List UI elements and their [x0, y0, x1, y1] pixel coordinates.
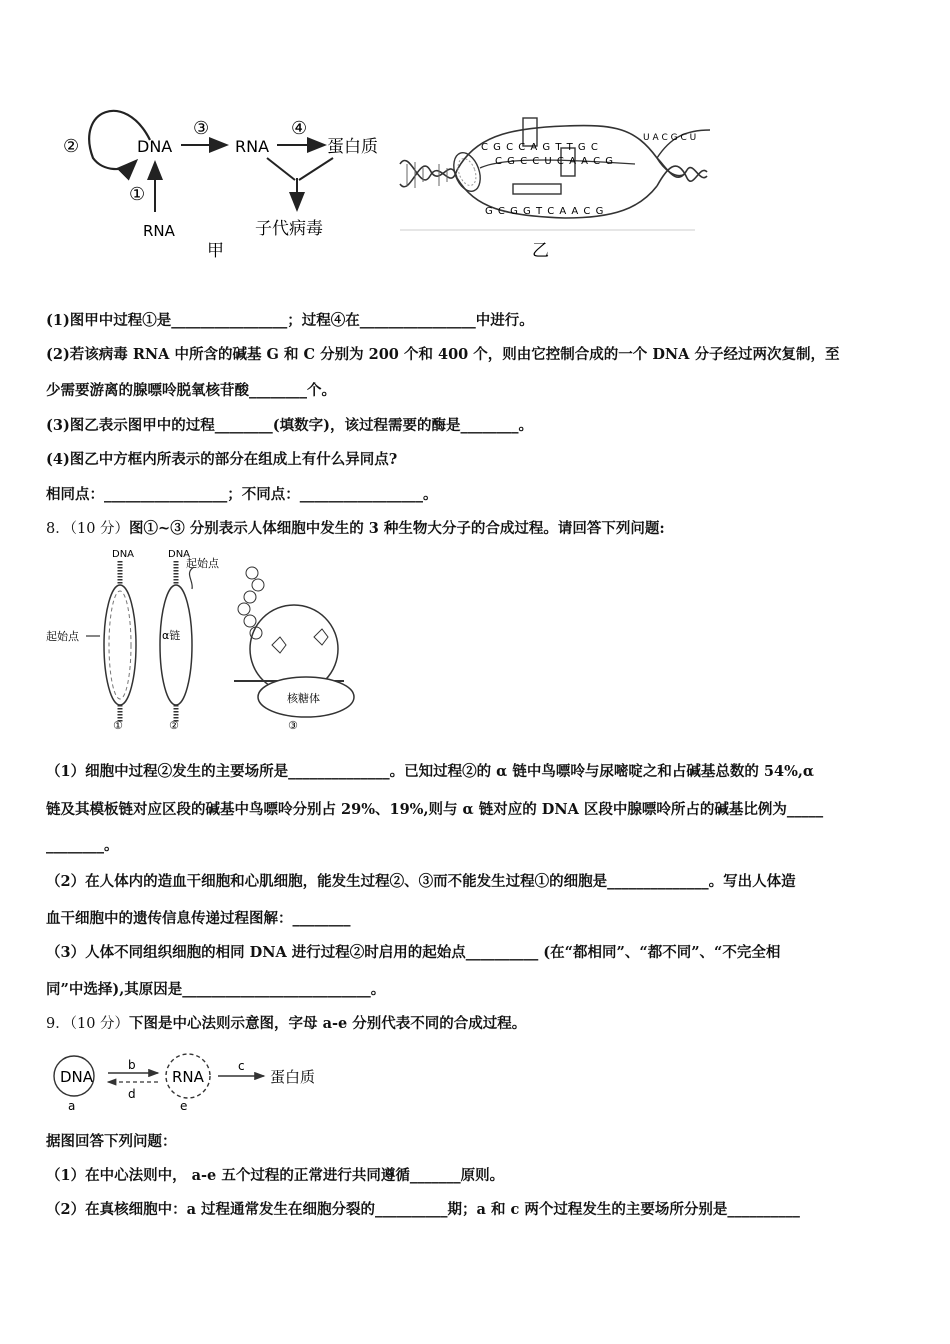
q9-dna-node: DNA	[60, 1068, 94, 1086]
q8-part1a: （1）细胞中过程②发生的主要场所是______________。已知过程②的 α 链中鸟嘌呤与尿嘧啶之和占碱基总数的 54%,α	[46, 763, 815, 780]
process-1-label: ①	[129, 184, 146, 205]
process-2-label: ②	[63, 136, 80, 157]
bottom-strand-bases: G C G G T C A A C G	[485, 206, 605, 217]
q8-number: 8．（10 分）	[46, 521, 130, 537]
process-3-label: ③	[193, 118, 210, 139]
figure-jia	[55, 100, 400, 270]
q9-part1: （1）在中心法则中， a-e 五个过程的正常进行共同遵循_______原则。	[46, 1167, 505, 1184]
figure-jia-label: 甲	[207, 241, 224, 261]
q8-stem	[46, 519, 665, 539]
q8-part3b: 同”中选择),其原因是__________________________。	[46, 981, 386, 998]
q7-part1: (1)图甲中过程①是________________；过程④在________________中进行。	[46, 312, 534, 329]
mid-strand-bases: C G C C U C A A C G	[495, 156, 615, 167]
q9-stem	[46, 1014, 526, 1034]
q9-protein-node: 蛋白质	[270, 1068, 316, 1086]
protein-node: 蛋白质	[327, 137, 378, 157]
q7-part2a: (2)若该病毒 RNA 中所含的碱基 G 和 C 分别为 200 个和 400 个，则由它控制合成的一个 DNA 分子经过两次复制，至	[46, 346, 840, 363]
q7-part2b: 少需要游离的腺嘌呤脱氧核苷酸________个。	[46, 382, 336, 399]
q9-label-d: d	[128, 1087, 136, 1101]
q8-fig-1: ①	[113, 719, 123, 730]
q7-part3: (3)图乙表示图甲中的过程________(填数字)，该过程需要的酶是________。	[46, 417, 534, 434]
process-4-label: ④	[291, 118, 308, 139]
q8-stem-text: 图①~③ 分别表示人体细胞中发生的 3 种生物大分子的合成过程。请回答下列问题:	[129, 520, 665, 537]
figure-yi-label: 乙	[532, 241, 549, 261]
q9-rna-node: RNA	[172, 1068, 204, 1086]
q8-part1b: 链及其模板链对应区段的碱基中鸟嘌呤分别占 29%、19%,则与 α 链对应的 DNA 区段中腺嘌呤所占的碱基比例为_____	[46, 801, 824, 818]
q8-part2b: 血干细胞中的遗传信息传递过程图解：________	[46, 910, 351, 927]
q9-stem-text: 下图是中心法则示意图，字母 a-e 分别代表不同的合成过程。	[129, 1015, 527, 1032]
figure-yi	[395, 98, 715, 263]
top-strand-bases: C G C C A G T T G C	[481, 142, 599, 153]
rna-tail-bases: U A C G C U	[643, 133, 697, 143]
rna-bottom-node: RNA	[143, 222, 175, 240]
q8-origin-left-label: 起始点	[46, 630, 79, 643]
q7-part4: (4)图乙中方框内所表示的部分在组成上有什么异同点?	[46, 451, 398, 468]
q9-part2: （2）在真核细胞中：a 过程通常发生在细胞分裂的__________期；a 和 c 两个过程发生的主要场所分别是__________	[46, 1201, 800, 1218]
q8-alpha-label: α链	[162, 629, 181, 642]
q7-part5: 相同点：_________________；不同点：_________________。	[46, 486, 438, 503]
q8-dna1-label: DNA	[112, 549, 135, 560]
q9-label-e: e	[180, 1099, 188, 1113]
q9-label-b: b	[128, 1058, 136, 1072]
q8-part1c: ________。	[46, 837, 119, 854]
q8-fig-2: ②	[169, 719, 179, 730]
q9-number: 9．（10 分）	[46, 1016, 130, 1032]
q8-part2a: （2）在人体内的造血干细胞和心肌细胞，能发生过程②、③而不能发生过程①的细胞是______________。写出人体造	[46, 873, 796, 890]
q9-intro: 据图回答下列问题：	[46, 1133, 177, 1150]
figure-q8	[44, 545, 364, 730]
dna-node: DNA	[137, 137, 173, 156]
q9-label-c: c	[238, 1059, 245, 1073]
rna-node: RNA	[235, 137, 270, 156]
q8-fig-3: ③	[288, 719, 298, 730]
figure-q9	[48, 1042, 338, 1114]
q8-origin-top-label: 起始点	[186, 557, 219, 570]
virus-node: 子代病毒	[255, 219, 323, 239]
q8-dna2-label: DNA	[168, 549, 191, 560]
q8-part3a: （3）人体不同组织细胞的相同 DNA 进行过程②时启用的起始点__________ (在“都相同”、“都不同”、“不完全相	[46, 944, 781, 961]
q9-label-a: a	[68, 1099, 76, 1113]
q8-ribosome-label: 核糖体	[287, 692, 320, 705]
